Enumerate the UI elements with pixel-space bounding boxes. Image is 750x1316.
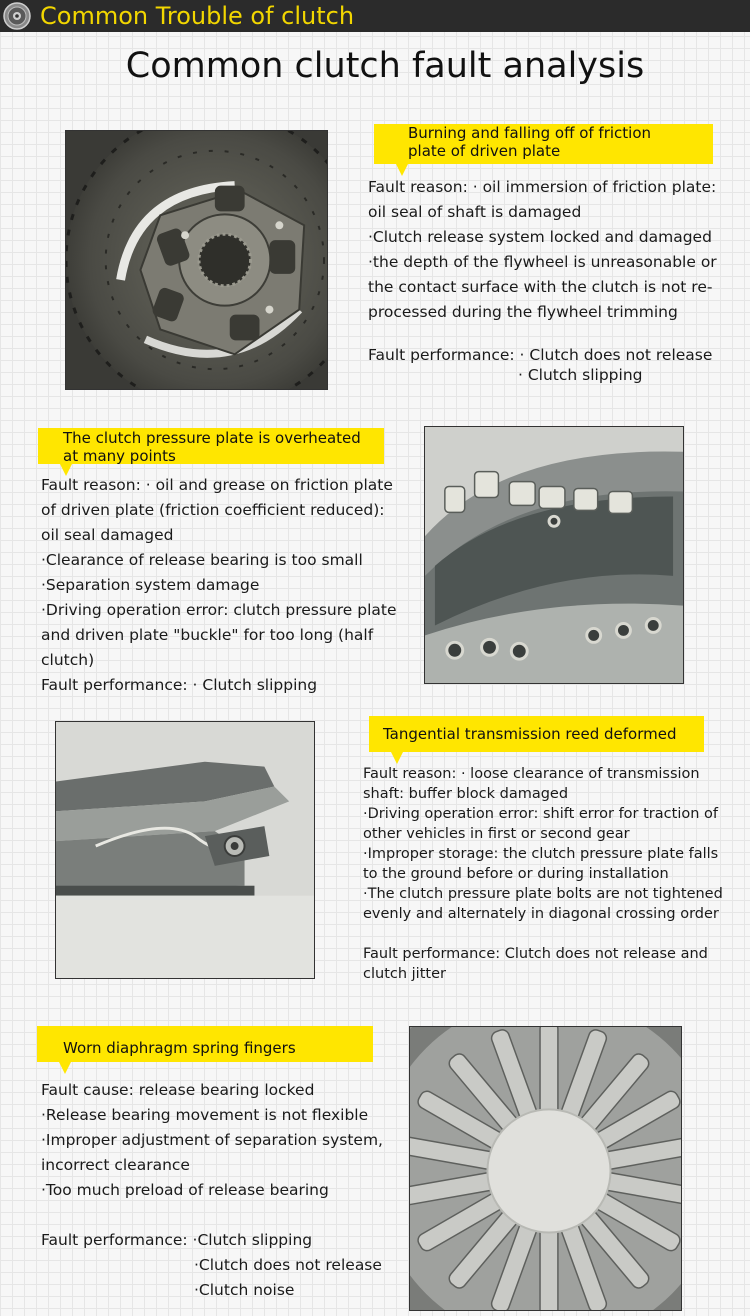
reason-line: oil seal of shaft is damaged (368, 203, 582, 221)
spacer (363, 924, 723, 944)
fault-reason-1 (368, 175, 717, 325)
reason-line: oil seal damaged (41, 526, 174, 544)
reason-line: clutch) (41, 651, 95, 669)
clutch-disc-logo-icon (2, 1, 32, 31)
reason-line: ·The clutch pressure plate bolts are not tightened (363, 886, 723, 902)
performance-line: Fault performance: ·Clutch slipping (41, 1231, 313, 1249)
fault-tag-2 (38, 428, 384, 464)
reason-line: ·Too much preload of release bearing (41, 1181, 329, 1199)
reason-line: other vehicles in first or second gear (363, 826, 630, 842)
reason-line: ·Separation system damage (41, 576, 260, 594)
reason-line: ·Improper adjustment of separation system, (41, 1131, 383, 1149)
fault-tag-2-line-1: The clutch pressure plate is overheated (63, 429, 361, 447)
header-title: Common Trouble of clutch (40, 2, 355, 30)
reason-line: incorrect clearance (41, 1156, 190, 1174)
reason-line: ·Driving operation error: clutch pressure plate (41, 601, 397, 619)
reason-line: Fault cause: release bearing locked (41, 1081, 315, 1099)
reason-line: the contact surface with the clutch is not re- (368, 278, 713, 296)
reason-line: Fault reason: · loose clearance of transmission (363, 766, 700, 782)
reason-line: and driven plate "buckle" for too long (half (41, 626, 374, 644)
performance-line: ·Clutch noise (194, 1281, 295, 1299)
fault-tag-1 (374, 124, 713, 164)
reason-line: ·Clutch release system locked and damaged (368, 228, 712, 246)
fault-reason-2 (41, 473, 397, 698)
reason-line: evenly and alternately in diagonal crossing order (363, 906, 719, 922)
reason-line: ·Release bearing movement is not flexible (41, 1106, 369, 1124)
performance-line: Fault performance: · Clutch slipping (41, 676, 318, 694)
reason-line: ·Improper storage: the clutch pressure plate falls (363, 846, 719, 862)
reason-line: Fault reason: · oil immersion of friction plate: (368, 178, 717, 196)
transmission-reed-photo (55, 721, 315, 979)
clutch-driven-plate-photo (65, 130, 328, 390)
fault-tag-1-line-1: Burning and falling off of friction (408, 124, 652, 142)
fault-tag-2-line-2: at many points (63, 447, 176, 465)
reason-line: of driven plate (friction coefficient reduced): (41, 501, 385, 519)
spacer (41, 1203, 383, 1228)
fault-tag-4 (37, 1026, 373, 1062)
reason-line: ·Clearance of release bearing is too small (41, 551, 363, 569)
fault-performance-1 (368, 345, 712, 385)
spring-finger (540, 1027, 558, 1116)
diaphragm-spring-photo (409, 1026, 682, 1311)
page-title: Common clutch fault analysis (125, 46, 645, 86)
fault-tag-4-line-1: Worn diaphragm spring fingers (63, 1039, 296, 1057)
performance-line: · Clutch slipping (518, 366, 643, 384)
fault-reason-4 (41, 1078, 383, 1303)
reason-line: to the ground before or during installation (363, 866, 669, 882)
fault-tag-3 (369, 716, 704, 752)
reason-line: processed during the flywheel trimming (368, 303, 678, 321)
reason-line: ·the depth of the flywheel is unreasonable or (368, 253, 717, 271)
performance-line: Fault performance: · Clutch does not release (368, 346, 713, 364)
performance-line: clutch jitter (363, 966, 446, 982)
performance-line: Fault performance: Clutch does not release and (363, 946, 708, 962)
reason-line: Fault reason: · oil and grease on friction plate (41, 476, 393, 494)
fault-reason-3 (363, 764, 723, 984)
reason-line: ·Driving operation error: shift error for traction of (363, 806, 718, 822)
reason-line: shaft: buffer block damaged (363, 786, 569, 802)
fault-tag-1-line-2: plate of driven plate (408, 142, 561, 160)
performance-line: ·Clutch does not release (194, 1256, 382, 1274)
fault-tag-3-line-1: Tangential transmission reed deformed (383, 725, 677, 743)
header-bar (0, 0, 750, 32)
pressure-plate-photo (424, 426, 684, 684)
spring-finger (540, 1226, 558, 1310)
